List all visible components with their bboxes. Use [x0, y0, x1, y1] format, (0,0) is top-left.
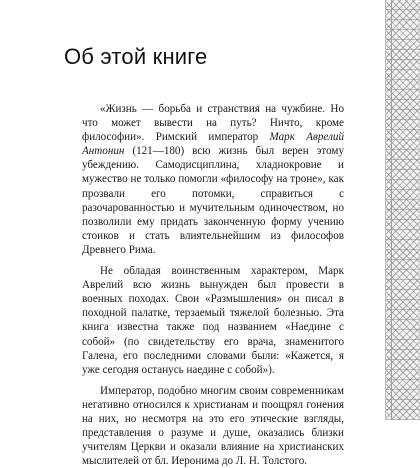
page-body [82, 102, 344, 468]
paragraph-3: Император, подобно многим своим современникам негативно относился к христианам и поощрял гонения на них, но несмотря на это его этические взгляды, представления о разуме и душе, оказались близки учителям Церкви и оказали влияние на христианских мыслителей от бл. Иеронима до Л. Н. Толстого. [82, 384, 344, 468]
paragraph-2: Не обладая воинственным характером, Марк Аврелий всю жизнь вынужден был провести в военных походах. Свои «Размышления» он писал в походной палатке, терзаемый тяжелой болезнью. Эта книга известна также под названием «Наедине с собой» (по свидетельству его врача, знаменитого Галена, его последними словами были: «Кажется, я уже сегодня останусь наедине с собой»). [82, 265, 344, 376]
paragraph-1 [82, 102, 344, 257]
page-title: Об этой книге [64, 44, 208, 69]
paragraph-1-text-b: (121—180) всю жизнь был верен этому убеждению. Самодисциплина, хладнокровие и мужество не только помогли «философу на троне», как прозвали его потомки, справиться с разочарованностью и мучительным одиночеством, но позволили ему придать законченную форму учению стоиков и стать влиятельнейшим из философов Древнего Рима. [82, 145, 344, 256]
paragraph-1-text-a: «Жизнь — борьба и странствия на чужбине. Но что может вывести на путь? Ничто, кроме философии». Римский император [82, 103, 344, 144]
emperor-name: Марк Аврелий Антонин [82, 131, 344, 158]
decorative-border-strip [385, 0, 420, 420]
